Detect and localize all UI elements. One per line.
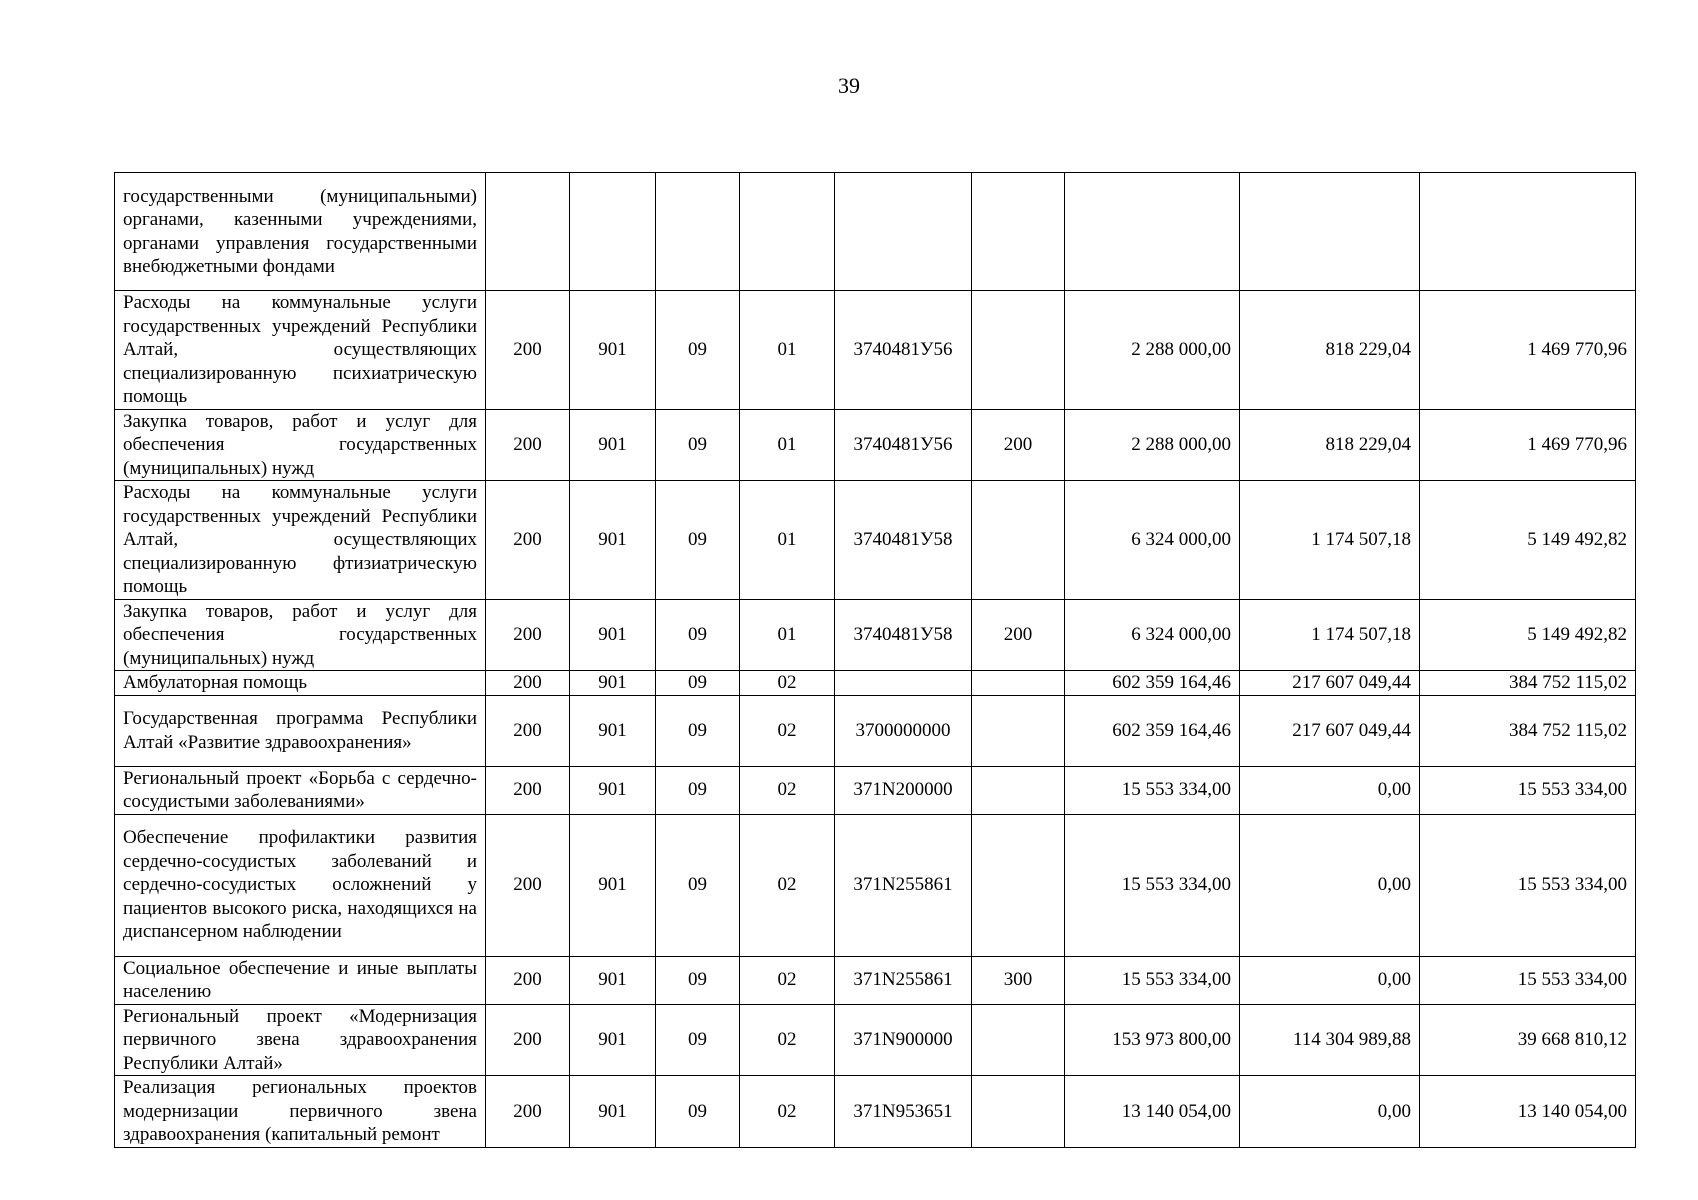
- cell-plan-amount-value: 6 324 000,00: [1131, 624, 1231, 645]
- table-row: [115, 481, 1636, 600]
- cell-ministry-code-value: 901: [598, 969, 627, 991]
- cell-ministry-code: [570, 481, 656, 600]
- cell-admin-code-value: 200: [513, 529, 542, 550]
- cell-target-article: [835, 814, 972, 956]
- cell-section-code: [656, 599, 740, 671]
- cell-name: Государственная программа Республики Алтай «Развитие здравоохранения»: [115, 695, 486, 766]
- cell-target-article-value: 3740481У58: [853, 529, 953, 550]
- cell-expense-type: [972, 671, 1065, 696]
- cell-executed-amount: [1240, 173, 1420, 291]
- cell-admin-code-value: 200: [513, 874, 542, 896]
- cell-expense-type: [972, 956, 1065, 1004]
- cell-ministry-code-value: 901: [598, 434, 627, 455]
- cell-ministry-code-value: 901: [598, 1100, 627, 1122]
- cell-name: государственными (муниципальными) органами, казенными учреждениями, органами управления государственными внебюджетными фондами: [115, 173, 486, 291]
- cell-expense-type: [972, 481, 1065, 600]
- cell-target-article-value: 3740481У56: [853, 339, 953, 360]
- cell-executed-amount: [1240, 409, 1420, 481]
- cell-executed-amount: [1240, 956, 1420, 1004]
- cell-executed-amount-value: 0,00: [1377, 779, 1411, 801]
- table-row: [115, 695, 1636, 766]
- cell-executed-amount-value: 0,00: [1377, 969, 1411, 991]
- cell-plan-amount-value: 13 140 054,00: [1121, 1100, 1231, 1122]
- cell-remainder-amount-value: 15 553 334,00: [1517, 969, 1627, 991]
- cell-ministry-code-value: 901: [598, 1029, 627, 1050]
- cell-name: Региональный проект «Борьба с сердечно-сосудистыми заболеваниями»: [115, 766, 486, 814]
- cell-remainder-amount: [1420, 1076, 1636, 1148]
- cell-subsection-code: [740, 766, 835, 814]
- cell-plan-amount-value: 2 288 000,00: [1131, 434, 1231, 455]
- cell-admin-code-value: 200: [513, 624, 542, 645]
- cell-ministry-code: [570, 409, 656, 481]
- cell-remainder-amount: [1420, 481, 1636, 600]
- cell-ministry-code: [570, 173, 656, 291]
- cell-remainder-amount: [1420, 599, 1636, 671]
- cell-subsection-code: [740, 409, 835, 481]
- cell-executed-amount: [1240, 1076, 1420, 1148]
- cell-ministry-code-value: 901: [598, 779, 627, 801]
- cell-target-article-value: 3740481У58: [853, 624, 953, 645]
- cell-expense-type-value: 200: [1003, 624, 1033, 645]
- cell-plan-amount: [1065, 814, 1240, 956]
- table-row: [115, 814, 1636, 956]
- cell-ministry-code: [570, 599, 656, 671]
- cell-admin-code: [486, 481, 570, 600]
- cell-target-article: [835, 599, 972, 671]
- page-number: 39: [838, 73, 860, 98]
- cell-section-code-value: 09: [688, 1029, 707, 1050]
- cell-remainder-amount-value: 1 469 770,96: [1527, 434, 1627, 455]
- cell-remainder-amount: [1420, 671, 1636, 696]
- cell-plan-amount: [1065, 1076, 1240, 1148]
- cell-ministry-code-value: 901: [598, 339, 627, 360]
- cell-admin-code: [486, 766, 570, 814]
- cell-plan-amount: [1065, 1004, 1240, 1076]
- cell-admin-code-value: 200: [513, 339, 542, 360]
- cell-plan-amount: [1065, 481, 1240, 600]
- cell-name: Закупка товаров, работ и услуг для обеспечения государственных (муниципальных) нужд: [115, 409, 486, 481]
- cell-remainder-amount-value: 384 752 115,02: [1508, 672, 1627, 693]
- cell-admin-code-value: 200: [513, 779, 542, 801]
- cell-section-code: [656, 409, 740, 481]
- cell-executed-amount: [1240, 671, 1420, 696]
- cell-expense-type: [972, 1076, 1065, 1148]
- cell-section-code: [656, 956, 740, 1004]
- budget-table-body: [115, 173, 1636, 1148]
- cell-target-article-value: 371N900000: [853, 1029, 953, 1050]
- table-row: [115, 956, 1636, 1004]
- cell-ministry-code: [570, 695, 656, 766]
- cell-expense-type: [972, 766, 1065, 814]
- cell-subsection-code-value: 02: [777, 779, 797, 801]
- cell-expense-type-value: 200: [1003, 434, 1033, 455]
- cell-remainder-amount: [1420, 956, 1636, 1004]
- cell-ministry-code-value: 901: [598, 624, 627, 645]
- cell-subsection-code: [740, 671, 835, 696]
- cell-section-code-value: 09: [688, 779, 707, 801]
- table-row: [115, 409, 1636, 481]
- table-row: [115, 1004, 1636, 1076]
- cell-executed-amount: [1240, 1004, 1420, 1076]
- cell-plan-amount: [1065, 409, 1240, 481]
- cell-admin-code: [486, 1076, 570, 1148]
- cell-plan-amount-value: 602 359 164,46: [1112, 672, 1231, 693]
- cell-remainder-amount-value: 39 668 810,12: [1517, 1029, 1627, 1050]
- cell-executed-amount: [1240, 291, 1420, 410]
- cell-target-article: [835, 766, 972, 814]
- cell-plan-amount-value: 15 553 334,00: [1121, 779, 1231, 801]
- cell-target-article: [835, 956, 972, 1004]
- cell-executed-amount: [1240, 599, 1420, 671]
- cell-section-code: [656, 1004, 740, 1076]
- cell-section-code-value: 09: [688, 434, 707, 455]
- cell-section-code: [656, 671, 740, 696]
- cell-section-code: [656, 1076, 740, 1148]
- cell-subsection-code-value: 02: [777, 1029, 797, 1050]
- cell-target-article: [835, 173, 972, 291]
- cell-admin-code: [486, 409, 570, 481]
- cell-admin-code-value: 200: [513, 434, 542, 455]
- cell-name: Обеспечение профилактики развития сердечно-сосудистых заболеваний и сердечно-сосудистых осложнений у пациентов высокого риска, находящихся на диспансерном наблюдении: [115, 814, 486, 956]
- cell-remainder-amount: [1420, 766, 1636, 814]
- cell-remainder-amount: [1420, 1004, 1636, 1076]
- table-row: [115, 671, 1636, 696]
- cell-admin-code: [486, 671, 570, 696]
- cell-plan-amount: [1065, 291, 1240, 410]
- cell-subsection-code: [740, 599, 835, 671]
- cell-executed-amount-value: 217 607 049,44: [1292, 719, 1411, 741]
- cell-subsection-code: [740, 1076, 835, 1148]
- cell-target-article: [835, 409, 972, 481]
- table-row: [115, 766, 1636, 814]
- budget-table: [114, 172, 1636, 1148]
- cell-name: Расходы на коммунальные услуги государственных учреждений Республики Алтай, осуществляющих специализированную фтизиатрическую помощь: [115, 481, 486, 600]
- cell-section-code-value: 09: [688, 719, 707, 741]
- cell-remainder-amount: [1420, 695, 1636, 766]
- cell-remainder-amount-value: 15 553 334,00: [1517, 874, 1627, 896]
- cell-ministry-code-value: 901: [598, 672, 627, 693]
- cell-admin-code-value: 200: [513, 969, 542, 991]
- cell-section-code: [656, 173, 740, 291]
- cell-plan-amount: [1065, 956, 1240, 1004]
- cell-target-article: [835, 671, 972, 696]
- cell-plan-amount-value: 602 359 164,46: [1112, 719, 1231, 741]
- cell-remainder-amount: [1420, 291, 1636, 410]
- cell-subsection-code-value: 02: [777, 672, 797, 693]
- cell-section-code: [656, 695, 740, 766]
- cell-admin-code-value: 200: [513, 1029, 542, 1050]
- table-row: [115, 1076, 1636, 1148]
- cell-plan-amount-value: 2 288 000,00: [1131, 339, 1231, 360]
- cell-name: Амбулаторная помощь: [115, 671, 486, 696]
- cell-target-article-value: 371N200000: [853, 779, 953, 801]
- cell-plan-amount-value: 153 973 800,00: [1112, 1029, 1231, 1050]
- cell-expense-type: [972, 599, 1065, 671]
- cell-executed-amount-value: 818 229,04: [1325, 434, 1411, 455]
- cell-target-article: [835, 1076, 972, 1148]
- cell-subsection-code-value: 02: [777, 874, 797, 896]
- cell-target-article-value: 3700000000: [855, 719, 951, 741]
- cell-subsection-code: [740, 695, 835, 766]
- cell-section-code-value: 09: [688, 672, 707, 693]
- cell-plan-amount-value: 15 553 334,00: [1121, 874, 1231, 896]
- cell-admin-code-value: 200: [513, 672, 542, 693]
- cell-target-article-value: 371N255861: [853, 874, 953, 896]
- cell-target-article: [835, 481, 972, 600]
- cell-section-code: [656, 814, 740, 956]
- cell-subsection-code: [740, 956, 835, 1004]
- cell-admin-code-value: 200: [513, 719, 542, 741]
- cell-expense-type: [972, 409, 1065, 481]
- cell-plan-amount: [1065, 671, 1240, 696]
- cell-executed-amount-value: 1 174 507,18: [1311, 529, 1411, 550]
- cell-name: Социальное обеспечение и иные выплаты населению: [115, 956, 486, 1004]
- cell-expense-type: [972, 1004, 1065, 1076]
- cell-ministry-code-value: 901: [598, 874, 627, 896]
- cell-section-code-value: 09: [688, 1100, 707, 1122]
- cell-executed-amount: [1240, 481, 1420, 600]
- cell-subsection-code-value: 01: [777, 434, 797, 455]
- cell-ministry-code: [570, 1004, 656, 1076]
- cell-remainder-amount-value: 5 149 492,82: [1527, 529, 1627, 550]
- cell-ministry-code: [570, 671, 656, 696]
- cell-executed-amount: [1240, 814, 1420, 956]
- cell-target-article-value: 3740481У56: [853, 434, 953, 455]
- cell-section-code: [656, 481, 740, 600]
- cell-remainder-amount: [1420, 173, 1636, 291]
- cell-target-article-value: 371N953651: [853, 1100, 953, 1122]
- cell-subsection-code: [740, 814, 835, 956]
- cell-plan-amount-value: 15 553 334,00: [1121, 969, 1231, 991]
- cell-plan-amount: [1065, 766, 1240, 814]
- cell-admin-code: [486, 956, 570, 1004]
- cell-admin-code: [486, 599, 570, 671]
- cell-plan-amount: [1065, 173, 1240, 291]
- cell-section-code: [656, 766, 740, 814]
- cell-remainder-amount-value: 13 140 054,00: [1517, 1100, 1627, 1122]
- cell-expense-type: [972, 291, 1065, 410]
- cell-name: Региональный проект «Модернизация первичного звена здравоохранения Республики Алтай»: [115, 1004, 486, 1076]
- cell-executed-amount: [1240, 766, 1420, 814]
- cell-admin-code: [486, 814, 570, 956]
- cell-name: Расходы на коммунальные услуги государственных учреждений Республики Алтай, осуществляющих специализированную психиатрическую помощь: [115, 291, 486, 410]
- cell-expense-type: [972, 173, 1065, 291]
- cell-target-article: [835, 291, 972, 410]
- cell-executed-amount-value: 818 229,04: [1325, 339, 1411, 360]
- table-row: [115, 599, 1636, 671]
- cell-expense-type: [972, 814, 1065, 956]
- cell-subsection-code-value: 01: [777, 624, 797, 645]
- cell-plan-amount: [1065, 599, 1240, 671]
- cell-executed-amount-value: 0,00: [1377, 1100, 1411, 1122]
- cell-subsection-code-value: 01: [777, 339, 797, 360]
- cell-admin-code: [486, 695, 570, 766]
- cell-executed-amount-value: 0,00: [1377, 874, 1411, 896]
- cell-subsection-code-value: 02: [777, 969, 797, 991]
- cell-executed-amount-value: 217 607 049,44: [1292, 672, 1411, 693]
- cell-target-article-value: 371N255861: [853, 969, 953, 991]
- cell-plan-amount: [1065, 695, 1240, 766]
- cell-target-article: [835, 695, 972, 766]
- cell-section-code-value: 09: [688, 969, 707, 991]
- cell-section-code-value: 09: [688, 874, 707, 896]
- cell-target-article: [835, 1004, 972, 1076]
- cell-subsection-code-value: 02: [777, 719, 797, 741]
- cell-ministry-code-value: 901: [598, 719, 627, 741]
- cell-ministry-code: [570, 1076, 656, 1148]
- cell-name: Реализация региональных проектов модернизации первичного звена здравоохранения (капитальный ремонт: [115, 1076, 486, 1148]
- cell-ministry-code: [570, 814, 656, 956]
- cell-remainder-amount-value: 5 149 492,82: [1527, 624, 1627, 645]
- cell-ministry-code: [570, 956, 656, 1004]
- cell-remainder-amount-value: 384 752 115,02: [1508, 719, 1627, 741]
- cell-section-code-value: 09: [688, 529, 707, 550]
- cell-subsection-code: [740, 1004, 835, 1076]
- cell-executed-amount-value: 114 304 989,88: [1292, 1029, 1411, 1050]
- table-row: [115, 173, 1636, 291]
- cell-admin-code: [486, 291, 570, 410]
- cell-section-code: [656, 291, 740, 410]
- cell-executed-amount-value: 1 174 507,18: [1311, 624, 1411, 645]
- cell-subsection-code-value: 01: [777, 529, 797, 550]
- cell-name: Закупка товаров, работ и услуг для обеспечения государственных (муниципальных) нужд: [115, 599, 486, 671]
- cell-remainder-amount-value: 1 469 770,96: [1527, 339, 1627, 360]
- cell-subsection-code: [740, 481, 835, 600]
- cell-remainder-amount: [1420, 814, 1636, 956]
- cell-executed-amount: [1240, 695, 1420, 766]
- cell-remainder-amount: [1420, 409, 1636, 481]
- cell-ministry-code: [570, 766, 656, 814]
- cell-admin-code-value: 200: [513, 1100, 542, 1122]
- cell-expense-type: [972, 695, 1065, 766]
- cell-admin-code: [486, 173, 570, 291]
- cell-subsection-code: [740, 173, 835, 291]
- cell-plan-amount-value: 6 324 000,00: [1131, 529, 1231, 550]
- cell-section-code-value: 09: [688, 339, 707, 360]
- cell-subsection-code: [740, 291, 835, 410]
- cell-expense-type-value: 300: [1003, 969, 1033, 991]
- cell-section-code-value: 09: [688, 624, 707, 645]
- table-row: [115, 291, 1636, 410]
- cell-remainder-amount-value: 15 553 334,00: [1517, 779, 1627, 801]
- cell-ministry-code: [570, 291, 656, 410]
- cell-ministry-code-value: 901: [598, 529, 627, 550]
- cell-subsection-code-value: 02: [777, 1100, 797, 1122]
- cell-admin-code: [486, 1004, 570, 1076]
